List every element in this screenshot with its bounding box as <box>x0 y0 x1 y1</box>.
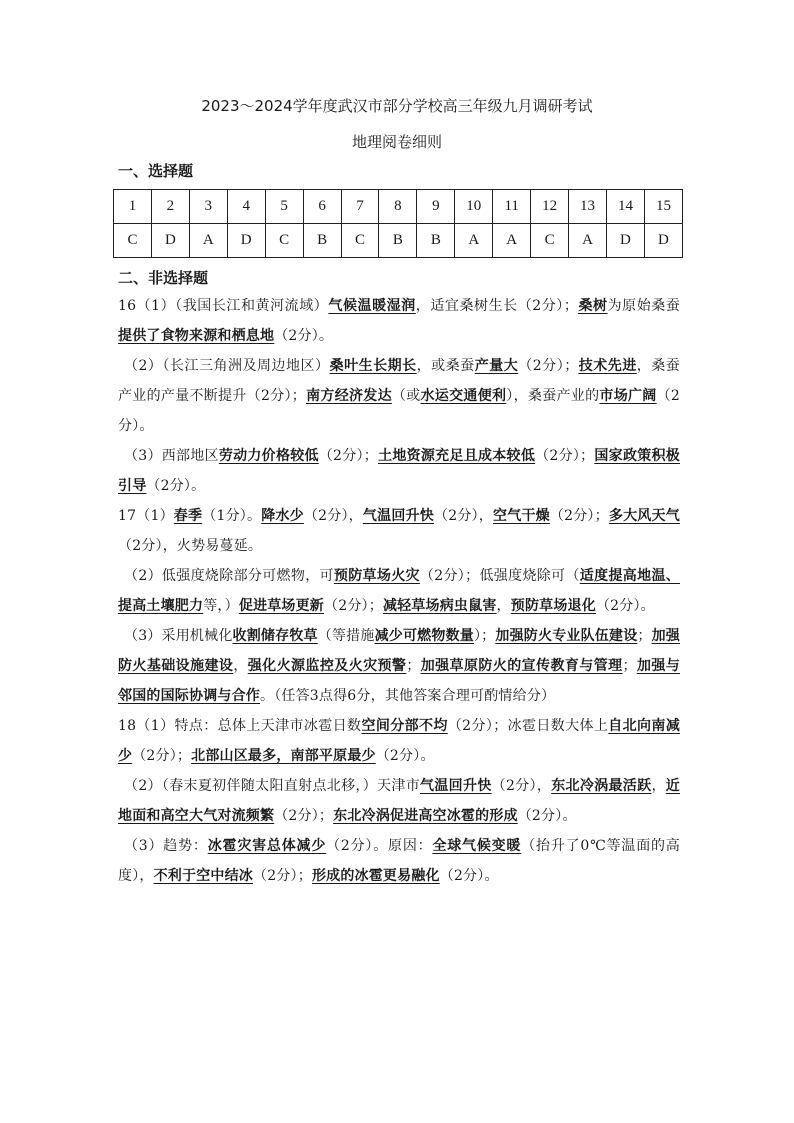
key-point-underlined: 近地面和高空大气对流频繁 <box>118 778 680 824</box>
key-point-underlined: 降水少 <box>261 508 304 524</box>
answer-text: （1分）。 <box>202 508 262 524</box>
key-point-underlined: 全球气候变暖 <box>432 838 522 854</box>
key-point-underlined: 市场广阔 <box>599 388 657 404</box>
answer-text: （2分）。 <box>439 868 499 884</box>
q16-part1 <box>118 291 680 351</box>
answer-text: （2）低强度烧除部分可燃物，可 <box>124 568 334 584</box>
answer-body <box>118 291 680 891</box>
question-number-cell: 13 <box>569 190 607 224</box>
answer-text: 16（1）（我国长江和黄河流域） <box>118 298 329 314</box>
key-point-underlined: 形成的冰雹更易融化 <box>311 868 440 884</box>
answer-cell: D <box>606 224 644 258</box>
answer-cell: C <box>341 224 379 258</box>
key-point-underlined: 预防草场退化 <box>510 598 596 614</box>
key-point-underlined: 促进草场更新 <box>238 598 325 614</box>
answer-text: （2分）。 <box>517 808 577 824</box>
answer-cell: D <box>227 224 265 258</box>
q18-part3 <box>118 831 680 891</box>
key-point-underlined: 东北冷涡促进高空冰雹的形成 <box>333 808 518 824</box>
key-point-underlined: 自北向南减少 <box>118 718 681 764</box>
answer-text: （2分）； <box>549 508 609 524</box>
answer-text: （2分）；低强度烧除可（ <box>419 568 580 584</box>
answer-text: （或 <box>391 388 421 404</box>
answer-text: （2分）。 <box>118 388 680 434</box>
section-heading-choice: 一、选择题 <box>118 162 194 180</box>
key-point-underlined: 冰雹灾害总体减少 <box>207 838 327 854</box>
question-number-cell: 15 <box>644 190 682 224</box>
answer-text: ，适宜桑树生长（2分）； <box>415 298 579 314</box>
key-point-underlined: 桑树 <box>578 298 608 314</box>
answer-cell: C <box>114 224 152 258</box>
answer-cell: D <box>644 224 682 258</box>
answer-text: 。（任答3点得6分，其他答案合理可酌情给分） <box>260 688 556 704</box>
key-point-underlined: 多大风天气 <box>608 508 680 524</box>
answer-text: （2分）， <box>303 508 363 524</box>
section-heading-non-choice: 二、非选择题 <box>118 269 209 287</box>
key-point-underlined: 技术先进 <box>578 358 637 374</box>
answer-text: （2分）， <box>433 508 493 524</box>
answer-text: （3）西部地区 <box>124 448 219 464</box>
q18-part2 <box>118 771 680 831</box>
key-point-underlined: 劳动力价格较低 <box>218 448 319 464</box>
answer-text: （抬升了0℃等温面的高度）， <box>118 838 680 884</box>
answer-text: ； <box>622 658 637 674</box>
key-point-underlined: 气温回升快 <box>420 778 492 794</box>
answer-text: （2）（长江三角洲及周边地区） <box>124 358 330 374</box>
question-number-cell: 12 <box>531 190 569 224</box>
answer-text: （2）（春末夏初伴随太阳直射点北移，）天津市 <box>124 778 421 794</box>
key-point-underlined: 水运交通便利 <box>420 388 507 404</box>
key-point-underlined: 预防草场火灾 <box>333 568 420 584</box>
page-subtitle: 地理阅卷细则 <box>351 133 442 151</box>
key-point-underlined: 气温回升快 <box>362 508 434 524</box>
answer-cell: B <box>379 224 417 258</box>
key-point-underlined: 强化火源监控及火灾预警 <box>247 658 407 674</box>
answer-cell: C <box>265 224 303 258</box>
answer-text: （2分）； <box>518 358 579 374</box>
key-point-underlined: 南方经济发达 <box>306 388 392 404</box>
answer-text: ， <box>496 598 511 614</box>
answer-text: ， <box>233 658 248 674</box>
key-point-underlined: 土地资源充足且成本较低 <box>378 448 536 464</box>
answer-cell: D <box>151 224 189 258</box>
answer-text: ，或桑蚕 <box>416 358 475 374</box>
key-point-underlined: 减少可燃物数量 <box>374 628 474 644</box>
answer-text: （2分）； <box>324 598 383 614</box>
answer-table <box>113 189 683 258</box>
answer-text: （3）采用机械化 <box>124 628 233 644</box>
question-number-cell: 4 <box>227 190 265 224</box>
question-number-cell: 5 <box>265 190 303 224</box>
q18-part1 <box>118 711 680 771</box>
question-number-cell: 7 <box>341 190 379 224</box>
answer-cell: A <box>569 224 607 258</box>
q17-part3 <box>118 621 680 711</box>
key-point-underlined: 加强防火专业队伍建设 <box>495 628 638 644</box>
answer-cell: A <box>493 224 531 258</box>
key-point-underlined: 北部山区最多，南部平原最少 <box>191 748 376 764</box>
answer-table-number-row <box>114 190 683 224</box>
answer-text: （2分）。 <box>274 328 334 344</box>
answer-cell: B <box>303 224 341 258</box>
key-point-underlined: 收割储存牧草 <box>232 628 318 644</box>
answer-text: ， <box>651 778 666 794</box>
answer-text: 17（1） <box>118 508 174 524</box>
answer-text: （2分）， <box>491 778 552 794</box>
answer-table-answer-row <box>114 224 683 258</box>
key-point-underlined: 加强防火基础设施建设 <box>118 628 681 674</box>
question-number-cell: 10 <box>455 190 493 224</box>
key-point-underlined: 桑叶生长期长 <box>329 358 417 374</box>
question-number-cell: 14 <box>606 190 644 224</box>
answer-text: 为原始桑蚕 <box>607 298 681 314</box>
key-point-underlined: 不利于空中结冰 <box>153 868 254 884</box>
q17-part2 <box>118 561 680 621</box>
question-number-cell: 8 <box>379 190 417 224</box>
key-point-underlined: 加强草原防火的宣传教育与管理 <box>420 658 623 674</box>
question-number-cell: 3 <box>189 190 227 224</box>
answer-text: ）； <box>473 628 496 644</box>
key-point-underlined: 国家政策积极引导 <box>118 448 680 494</box>
answer-text: （2分）； <box>253 868 312 884</box>
answer-text: ； <box>637 628 652 644</box>
key-point-underlined: 春季 <box>173 508 203 524</box>
answer-text: （等措施 <box>317 628 375 644</box>
answer-text: ），桑蚕产业的 <box>506 388 600 404</box>
answer-text: （2分），火势易蔓延。 <box>118 538 263 554</box>
key-point-underlined: 空间分部不均 <box>361 718 448 734</box>
answer-cell: C <box>531 224 569 258</box>
question-number-cell: 9 <box>417 190 455 224</box>
answer-cell: A <box>189 224 227 258</box>
answer-text: （2分）； <box>318 448 378 464</box>
q17-part1 <box>118 501 680 561</box>
key-point-underlined: 气候温暖湿润 <box>328 298 416 314</box>
answer-text: （2分）。 <box>595 598 655 614</box>
answer-cell: B <box>417 224 455 258</box>
key-point-underlined: 空气干燥 <box>492 508 550 524</box>
question-number-cell: 11 <box>493 190 531 224</box>
answer-text: （2分）。原因： <box>326 838 433 854</box>
answer-text: （2分）。 <box>146 478 206 494</box>
answer-text: （3）趋势： <box>124 838 208 854</box>
key-point-underlined: 产量大 <box>474 358 519 374</box>
key-point-underlined: 提供了食物来源和栖息地 <box>118 328 275 344</box>
answer-text: 18（1）特点：总体上天津市冰雹日数 <box>118 718 362 734</box>
question-number-cell: 1 <box>114 190 152 224</box>
answer-text: 等，） <box>203 598 239 614</box>
key-point-underlined: 加强与邻国的国际协调与合作 <box>118 658 680 704</box>
key-point-underlined: 减轻草场病虫鼠害 <box>382 598 497 614</box>
q16-part2 <box>118 351 680 441</box>
answer-text: （2分）； <box>274 808 334 824</box>
key-point-underlined: 适度提高地温、提高土壤肥力 <box>118 568 680 614</box>
question-number-cell: 6 <box>303 190 341 224</box>
question-number-cell: 2 <box>151 190 189 224</box>
answer-text: （2分）。 <box>375 748 435 764</box>
key-point-underlined: 东北冷涡最活跃 <box>551 778 652 794</box>
answer-cell: A <box>455 224 493 258</box>
answer-text: （2分）； <box>535 448 595 464</box>
answer-text: （2分）； <box>132 748 192 764</box>
page-title: 2023～2024学年度武汉市部分学校高三年级九月调研考试 <box>201 97 593 115</box>
answer-text: ，桑蚕产业的产量不断提升（2分）； <box>118 358 680 404</box>
q16-part3 <box>118 441 680 501</box>
answer-text: （2分）；冰雹日数大体上 <box>447 718 609 734</box>
answer-text: ； <box>406 658 421 674</box>
